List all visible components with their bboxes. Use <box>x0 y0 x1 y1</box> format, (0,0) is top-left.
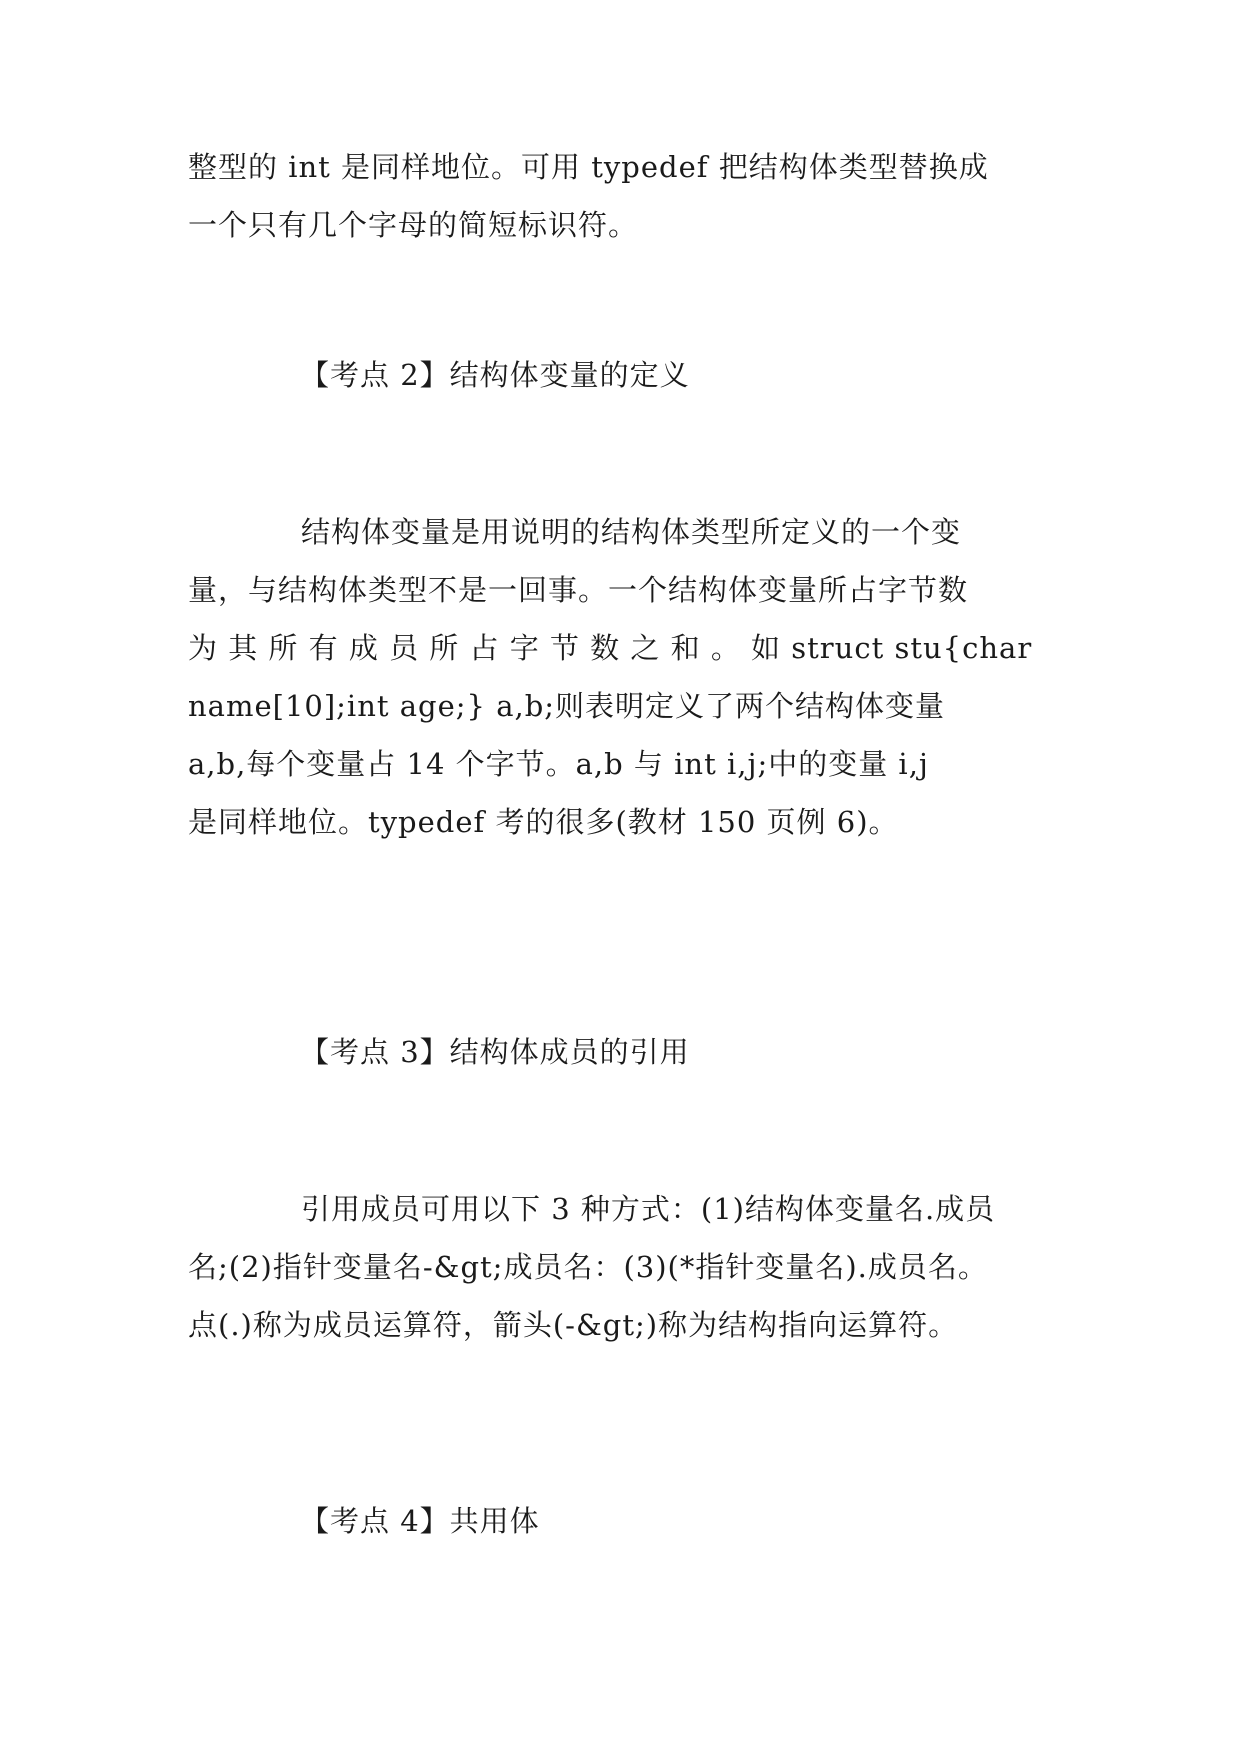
text-line: a,b,每个变量占 14 个字节。a,b 与 int i,j;中的变量 i,j <box>188 747 929 781</box>
paragraph-member-reference <box>188 1180 1048 1354</box>
text-line: 结构体变量是用说明的结构体类型所定义的一个变 <box>301 515 962 549</box>
text-line: 量，与结构体类型不是一回事。一个结构体变量所占字节数 <box>188 573 969 607</box>
section-heading-kaodian-2: 【考点 2】结构体变量的定义 <box>300 358 690 392</box>
text-line: 整型的 int 是同样地位。可用 typedef 把结构体类型替换成 <box>188 150 989 184</box>
section-heading-kaodian-3: 【考点 3】结构体成员的引用 <box>300 1035 690 1069</box>
text-line: 为 其 所 有 成 员 所 占 字 节 数 之 和 。 如 struct stu{char <box>188 631 1033 665</box>
text-line: 一个只有几个字母的简短标识符。 <box>188 208 639 242</box>
text-line: 点(.)称为成员运算符，箭头(-&gt;)称为结构指向运算符。 <box>188 1308 959 1342</box>
paragraph-typedef-continuation <box>188 138 1048 254</box>
text-line: 引用成员可用以下 3 种方式：(1)结构体变量名.成员 <box>301 1192 996 1226</box>
text-line: 是同样地位。typedef 考的很多(教材 150 页例 6)。 <box>188 805 899 839</box>
text-line: 名;(2)指针变量名-&gt;成员名：(3)(*指针变量名).成员名。 <box>188 1250 988 1284</box>
paragraph-struct-variable-definition <box>188 503 1048 851</box>
section-heading-kaodian-4: 【考点 4】共用体 <box>300 1504 540 1538</box>
text-line: name[10];int age;} a,b;则表明定义了两个结构体变量 <box>188 689 946 723</box>
